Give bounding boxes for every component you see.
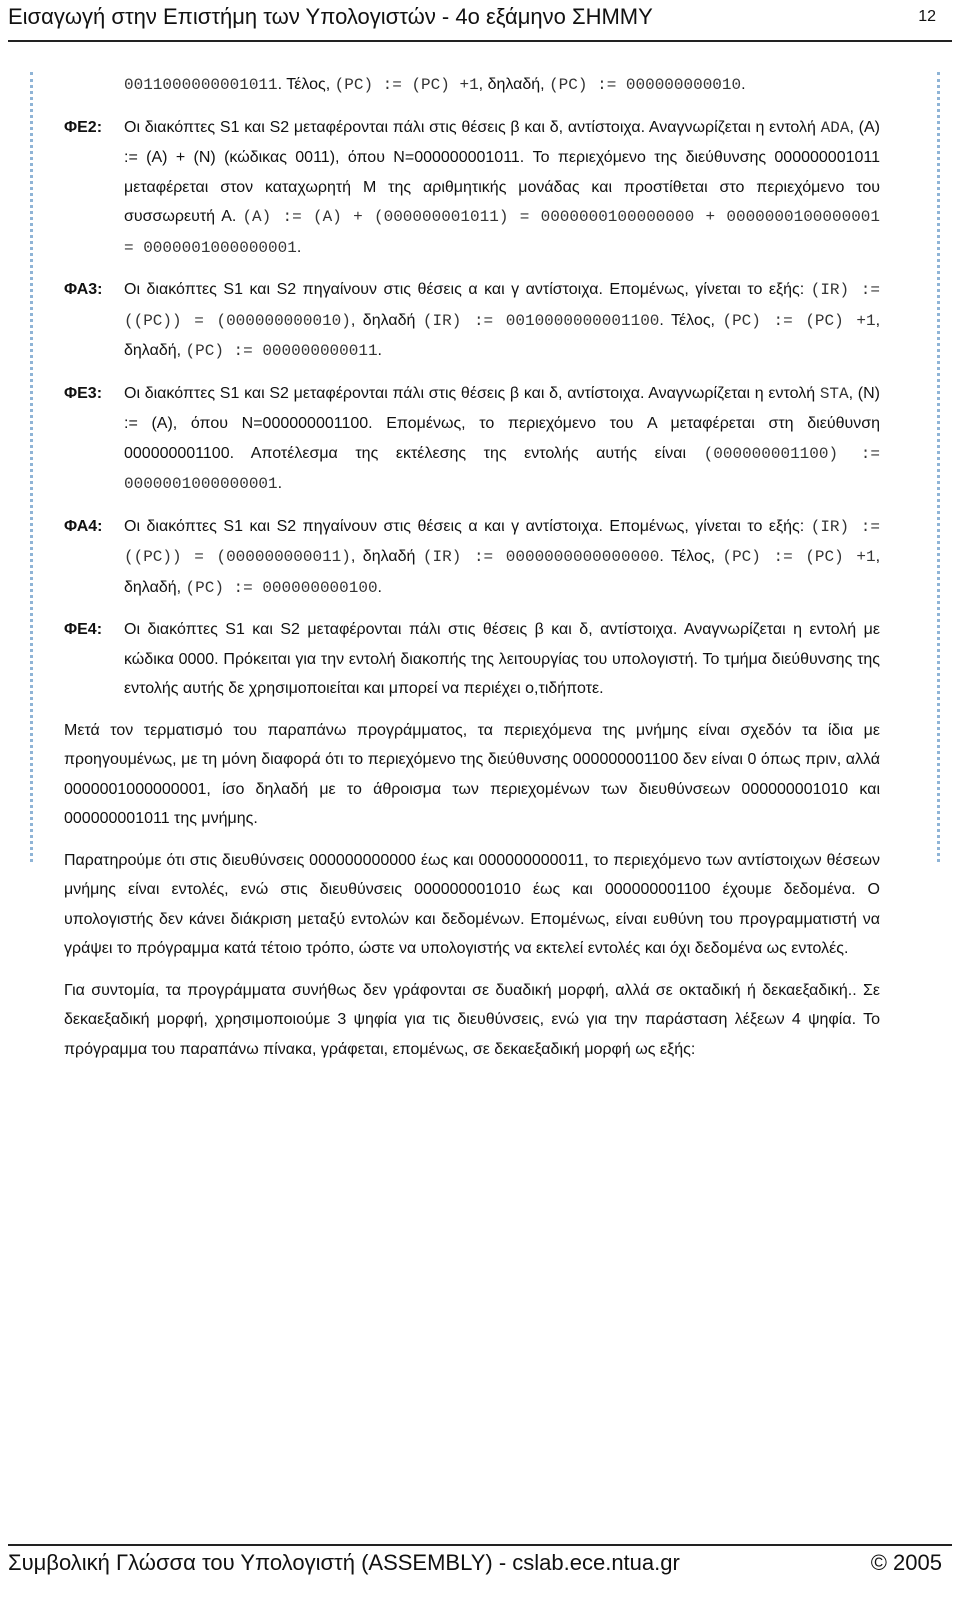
step-paragraph [64,113,880,264]
code-text: ADA [820,118,850,137]
text-run: , δηλαδή, [478,76,550,93]
text-run: , δηλαδή, [124,311,881,359]
text-run: , (N) := (A), όπου N=000000001100. Επομένως, το περιεχόμενο του A μεταφέρεται στη διεύθυνση 000000001100. Αποτέλεσμα της εκτέλεσης της εντολής αυτής είναι [124,384,880,462]
code-text: (PC) := (PC) +1 [334,76,479,94]
code-text: (IR) := ((PC)) = (000000000010) [124,281,880,330]
code-text: (IR) := 0000000000000000 [422,548,660,566]
step-label: ΦΑ4: [64,517,103,535]
text-run: Οι διακόπτες S1 και S2 μεταφέρονται πάλι στις θέσεις β και δ, αντίστοιχα. Αναγνωρίζεται η εντολή με κώδικα 0000. Πρόκειται για την εντολή διακοπής της λειτουργίας του υπολογιστή. Το τμήμα διεύθυνσης της εντολής αυτής δε χρησιμοποιείται και μπορεί να περιέχει ο,τιδήποτε. [124,621,880,697]
text-run: Οι διακόπτες S1 και S2 πηγαίνουν στις θέσεις α και γ αντίστοιχα. Επομένως, γίνεται το εξής: [124,517,811,535]
page-footer [8,1544,952,1598]
footer-text: Συμβολική Γλώσσα του Υπολογιστή (ASSEMBLY) - cslab.ece.ntua.gr [8,1550,680,1575]
text-run: , δηλαδή, [124,548,881,596]
text-run: . [296,238,302,256]
text-run: . [377,578,382,596]
left-margin-rule [30,72,33,862]
step-label: ΦΑ3: [64,281,103,298]
step-label: ΦΕ3: [64,384,103,402]
footer-copyright: © 2005 [870,1550,942,1575]
body-paragraph [64,976,880,1065]
page-header [8,0,952,42]
text-run: , δηλαδή [350,311,423,329]
step-paragraph [64,379,880,500]
code-text: (IR) := ((PC)) = (000000000011) [124,517,880,566]
text-run: . Τέλος, [659,311,723,329]
continued-paragraph [64,70,880,101]
header-title: Εισαγωγή στην Επιστήμη των Υπολογιστών - 4ο εξάμηνο ΣΗΜΜΥ [8,4,653,29]
text-run: Οι διακόπτες S1 και S2 πηγαίνουν στις θέσεις α και γ αντίστοιχα. Επομένως, γίνεται το εξής: [124,281,811,298]
text-run: Οι διακόπτες S1 και S2 μεταφέρονται πάλι στις θέσεις β και δ, αντίστοιχα. Αναγνωρίζεται η εντολή [124,384,820,402]
code-text: (A) := (A) + (000000001011) = 0000000100000000 + 0000000100000001 = 0000001000000001 [124,208,881,257]
step-paragraph [64,615,880,704]
text-run: . [377,342,382,359]
text-run: . [741,76,746,93]
text-run: Για συντομία, τα προγράμματα συνήθως δεν γράφονται σε δυαδική μορφή, αλλά σε οκταδική ή δεκαεξαδική.. Σε δεκαεξαδική μορφή, χρησιμοποιούμε 3 ψηφία για τις διευθύνσεις, ενώ για την παράσταση λέξεων 4 ψηφία. Το πρόγραμμα του παραπάνω πίνακα, γράφεται, επομένως, σε δεκαεξαδική μορφή ως εξής: [64,981,880,1058]
text-run: Παρατηρούμε ότι στις διευθύνσεις 000000000000 έως και 000000000011, το περιεχόμενο των αντίστοιχων θέσεων μνήμης είναι εντολές, ενώ στις διευθύνσεις 000000001010 έως και 000000001100 έχουμε δεδομένα. Ο υπολογιστής δεν κάνει διάκριση μεταξύ εντολών και δεδομένων. Επομένως, είναι ευθύνη του προγραμματιστή να γράψει το πρόγραμμα κατά τέτοιο τρόπο, ώστε να υπολογιστής να εκτελεί εντολές και όχι δεδομένα ως εντολές. [64,851,880,957]
step-paragraph [64,275,880,367]
body-paragraph [64,716,880,834]
code-text: (PC) := (PC) +1 [722,311,876,330]
code-text: (PC) := 000000000100 [185,578,378,597]
step-label: ΦΕ4: [64,621,103,638]
text-run: . Τέλος, [659,548,723,565]
right-margin-rule [937,72,940,862]
code-text: (IR) := 0010000000001100 [422,311,660,330]
text-run: . Τέλος, [277,76,335,93]
text-run: , δηλαδή [350,548,423,565]
text-run: . [277,475,283,492]
document-body [64,70,880,1076]
code-text: STA [819,384,849,403]
code-text: (PC) := 000000000010 [549,76,742,94]
step-label: ΦΕ2: [64,118,103,136]
code-text: (PC) := 000000000011 [185,342,378,360]
page-number: 12 [918,8,936,25]
text-run: Οι διακόπτες S1 και S2 μεταφέρονται πάλι στις θέσεις β και δ, αντίστοιχα. Αναγνωρίζεται η εντολή [124,118,821,136]
text-run: Μετά τον τερματισμό του παραπάνω προγράμματος, τα περιεχόμενα της μνήμης είναι σχεδόν τα ίδια με προηγουμένως, με τη μόνη διαφορά ότι το περιεχόμενο της διεύθυνσης 000000001100 δεν είναι 0 όπως πριν, αλλά 0000001000000001, ίσο δηλαδή με το άθροισμα των περιεχομένων των διευθύνσεων 000000001010 και 000000001011 της μνήμης. [64,721,880,827]
body-paragraph [64,846,880,964]
code-text: 0011000000001011 [124,76,278,94]
text-run: , (A) := (A) + (N) (κώδικας 0011), όπου N=000000001011. Το περιεχόμενο της διεύθυνσης 000000001011 μεταφέρεται στον καταχωρητή M της αριθμητικής μονάδας και προστίθεται στο περιεχόμενο του συσσωρευτή A. [124,118,880,225]
code-text: (000000001100) := 0000001000000001 [124,444,880,493]
step-paragraph [64,512,880,604]
code-text: (PC) := (PC) +1 [722,548,876,566]
